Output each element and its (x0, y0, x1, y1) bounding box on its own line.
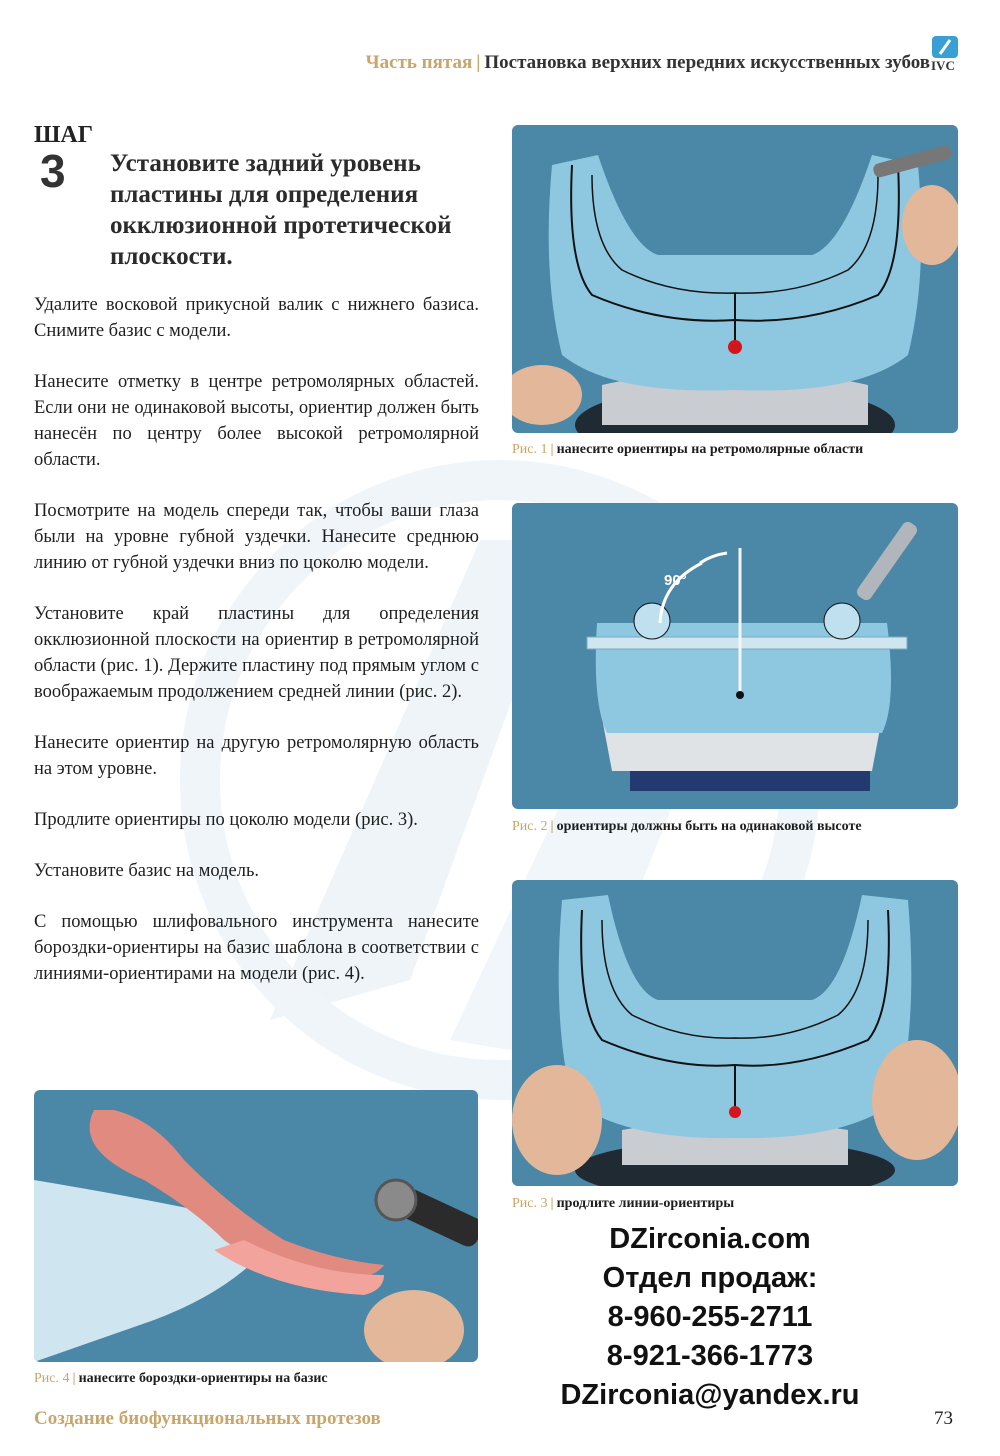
paragraph: Удалите восковой прикусной валик с нижнего базиса. Снимите базис с модели. (34, 295, 479, 341)
footer-book-title: Создание биофункциональных протезов (34, 1408, 381, 1429)
figure-number: Рис. 2 (512, 819, 548, 834)
figure-1-image (512, 125, 958, 433)
figure-4-caption: Рис. 4 | нанесите бороздки-ориентиры на базис (34, 1371, 328, 1386)
step-label: ШАГ (34, 122, 93, 148)
paragraph: Установите край пластины для определения окклюзионной плоскости на ориентир в ретромолярной области (рис. 1). Держите пластину под прямым углом с воображаемым продолжением средней линии (рис. 2). (34, 604, 479, 702)
phone-number-2: 8-921-366-1773 (606, 1340, 814, 1372)
page-number: 73 (934, 1408, 953, 1429)
contact-block (540, 1220, 880, 1415)
website-link[interactable]: DZirconia.com (609, 1223, 811, 1255)
step-title: Установите задний уровень пластины для определения окклюзионной протетической плоскости. (110, 150, 452, 270)
figure-number: Рис. 4 (34, 1371, 70, 1386)
paragraph: Посмотрите на модель спереди так, чтобы ваши глаза были на уровне губной уздечки. Нанесите среднюю линию от губной уздечки вниз по цоколю модели. (34, 501, 479, 573)
figure-2-image (512, 503, 958, 809)
step-number: 3 (40, 145, 66, 197)
phone-number-1: 8-960-255-2711 (607, 1301, 813, 1333)
caption-text: ориентиры должны быть на одинаковой высоте (556, 819, 862, 834)
figure-number: Рис. 3 (512, 1196, 548, 1211)
figure-number: Рис. 1 (512, 442, 548, 457)
paragraph: С помощью шлифовального инструмента нанесите бороздки-ориентиры на базис шаблона в соответствии с линиями-ориентирами на модели (рис. 4). (34, 912, 479, 984)
email-link[interactable]: DZirconia@yandex.ru (560, 1379, 860, 1411)
caption-text: нанесите бороздки-ориентиры на базис (78, 1371, 328, 1386)
angle-label: 90° (664, 572, 687, 589)
figure-2-caption: Рис. 2 | ориентиры должны быть на одинаковой высоте (512, 819, 862, 834)
paragraph: Установите базис на модель. (34, 861, 260, 881)
figure-3-caption: Рис. 3 | продлите линии-ориентиры (512, 1196, 735, 1211)
header-separator: | (476, 52, 481, 73)
sales-department-label: Отдел продаж: (602, 1262, 818, 1294)
figure-3-image (512, 880, 958, 1186)
header-title: Постановка верхних передних искусственных зубов (484, 52, 930, 73)
publisher-logo (930, 36, 960, 72)
caption-text: нанесите ориентиры на ретромолярные области (556, 442, 864, 457)
paragraph: Нанесите отметку в центре ретромолярных областей. Если они не одинаковой высоты, ориентир должен быть нанесён по центру более высокой ретромолярной области. (34, 372, 479, 470)
caption-text: продлите линии-ориентиры (556, 1196, 735, 1211)
instructions-body (34, 292, 479, 1012)
figure-1-caption: Рис. 1 | нанесите ориентиры на ретромолярные области (512, 442, 864, 457)
svg-text:IVC: IVC (931, 58, 955, 72)
figure-4-image (34, 1090, 478, 1362)
paragraph: Нанесите ориентир на другую ретромолярную область на этом уровне. (34, 733, 479, 779)
header-part: Часть пятая (365, 52, 473, 73)
paragraph: Продлите ориентиры по цоколю модели (рис. 3). (34, 810, 418, 830)
running-header (366, 52, 930, 74)
